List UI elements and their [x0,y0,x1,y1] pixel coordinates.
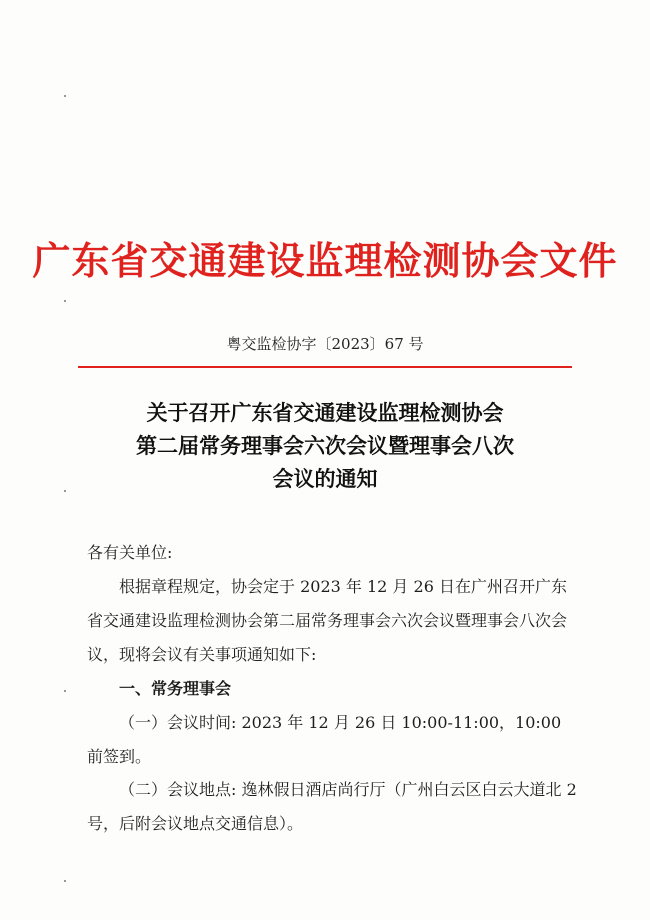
notice-title [0,396,650,495]
red-divider-line [78,366,572,368]
section-heading: 一、常务理事会 [119,679,232,698]
binding-mark [64,880,66,882]
notice-title-line: 关于召开广东省交通建设监理检测协会 [146,400,504,425]
binding-mark [64,690,66,692]
document-number: 粤交监检协字〔2023〕67 号 [226,335,424,353]
notice-title-line: 会议的通知 [272,466,378,491]
binding-mark [64,300,66,302]
list-item-meeting-time: （一）会议时间: 2023 年 12 月 26 日 10:00-11:00，10:00 前签到。 [87,713,562,766]
list-item-meeting-location: （二）会议地点: 逸林假日酒店尚行厅（广州白云区白云大道北 2 号，后附会议地点交通信息）。 [87,780,577,833]
binding-mark [64,490,66,492]
notice-title-line: 第二届常务理事会六次会议暨理事会八次 [136,433,514,458]
salutation: 各有关单位: [87,543,173,562]
document-header-title: 广东省交通建设监理检测协会文件 [32,238,618,283]
body-paragraph: 根据章程规定，协会定于 2023 年 12 月 26 日在广州召开广东省交通建设监理检测协会第二届常务理事会六次会议暨理事会八次会议，现将会议有关事项通知如下: [87,577,568,664]
binding-mark [64,95,66,97]
